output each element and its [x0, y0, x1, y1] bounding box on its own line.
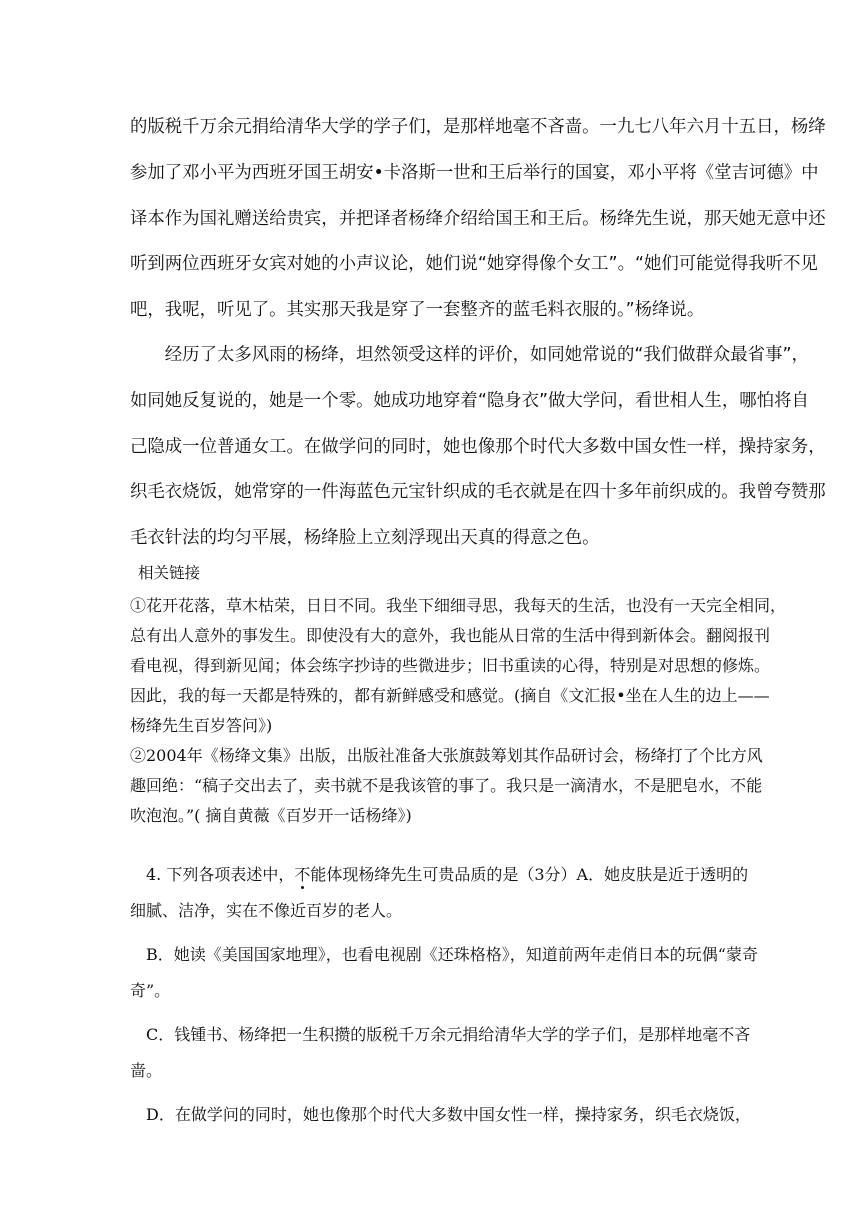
- text-line: 吹泡泡。”( 摘自黄薇《百岁开一话杨绛》): [130, 806, 412, 825]
- related-link-item-1: [130, 591, 787, 741]
- text-line: 看电视，得到新见闻；体会练字抄诗的些微进步；旧书重读的心得，特别是对思想的修炼。: [130, 656, 771, 675]
- text-line: 听到两位西班牙女宾对她的小声议论，她们说“她穿得像个女工”。“她们可能觉得我听不见: [130, 254, 818, 275]
- text-line: ①花开花落，草木枯荣，日日不同。我坐下细细寻思，我每天的生活，也没有一天完全相同，: [130, 596, 787, 615]
- text-line: 奇”。: [130, 981, 171, 1000]
- text-line: 的版税千万余元捐给清华大学的学子们，是那样地毫不吝啬。一九七八年六月十五日，杨绛: [130, 117, 826, 137]
- option-d: D．在做学问的同时，她也像那个时代大多数中国女性一样，操持家务，织毛衣烧饭，: [130, 1105, 751, 1124]
- question-stem-suffix: 能体现杨绛先生可贵品质的是（3分）A．她皮肤是近于透明的: [310, 865, 749, 884]
- question-stem-prefix: 4. 下列各项表述中，: [130, 865, 295, 884]
- emphasis-char: 不: [294, 865, 311, 884]
- text-line: 参加了邓小平为西班牙国王胡安•卡洛斯一世和王后举行的国宴，邓小平将《堂吉诃德》中: [130, 162, 819, 183]
- text-line: 细腻、洁净，实在不像近百岁的老人。: [130, 901, 403, 920]
- text-line: ②2004年《杨绛文集》出版，出版社准备大张旗鼓筹划其作品研讨会，杨绛打了个比方风: [130, 746, 763, 765]
- text-line: 因此，我的每一天都是特殊的，都有新鲜感受和感觉。(摘自《文汇报•坐在人生的边上——: [130, 686, 770, 705]
- question-4: [130, 857, 758, 1133]
- text-line: 经历了太多风雨的杨绛，坦然领受这样的评价，如同她常说的“我们做群众最省事”，: [130, 345, 809, 365]
- option-c: C．钱锺书、杨绛把一生积攒的版税千万余元捐给清华大学的学子们，是那样地毫不吝: [130, 1025, 751, 1044]
- text-line: 杨绛先生百岁答问》): [130, 716, 273, 735]
- text-line: 总有出人意外的事发生。即使没有大的意外，我也能从日常的生活中得到新体会。翻阅报刊: [130, 626, 771, 645]
- text-line: 己隐成一位普通女工。在做学问的同时，她也像那个时代大多数中国女性一样，操持家务，: [130, 436, 826, 457]
- text-line: 织毛衣烧饭，她常穿的一件海蓝色元宝针织成的毛衣就是在四十多年前织成的。我曾夸赞那: [130, 482, 826, 503]
- related-link-item-2: [130, 741, 763, 831]
- article-paragraph-2: [130, 333, 826, 562]
- option-b: B．她读《美国国家地理》，也看电视剧《还珠格格》，知道前两年走俏日本的玩偶“蒙奇: [130, 945, 758, 964]
- text-line: 趣回绝：“稿子交出去了，卖书就不是我该管的事了。我只是一滴清水，不是肥皂水，不能: [130, 776, 763, 795]
- article-paragraph-1: [130, 105, 826, 334]
- text-line: 啬。: [130, 1061, 163, 1080]
- text-line: 译本作为国礼赠送给贵宾，并把译者杨绛介绍给国王和王后。杨绛先生说，那天她无意中还: [130, 208, 826, 229]
- question-stem: [130, 857, 749, 893]
- text-line: 吧，我呢，听见了。其实那天我是穿了一套整齐的蓝毛料衣服的。”杨绛说。: [130, 300, 705, 321]
- text-line: 毛衣针法的均匀平展，杨绛脸上立刻浮现出天真的得意之色。: [130, 528, 600, 549]
- related-links-heading: 相关链接: [138, 564, 201, 582]
- text-line: 如同她反复说的，她是一个零。她成功地穿着“隐身衣”做大学问，看世相人生，哪怕将自: [130, 390, 809, 411]
